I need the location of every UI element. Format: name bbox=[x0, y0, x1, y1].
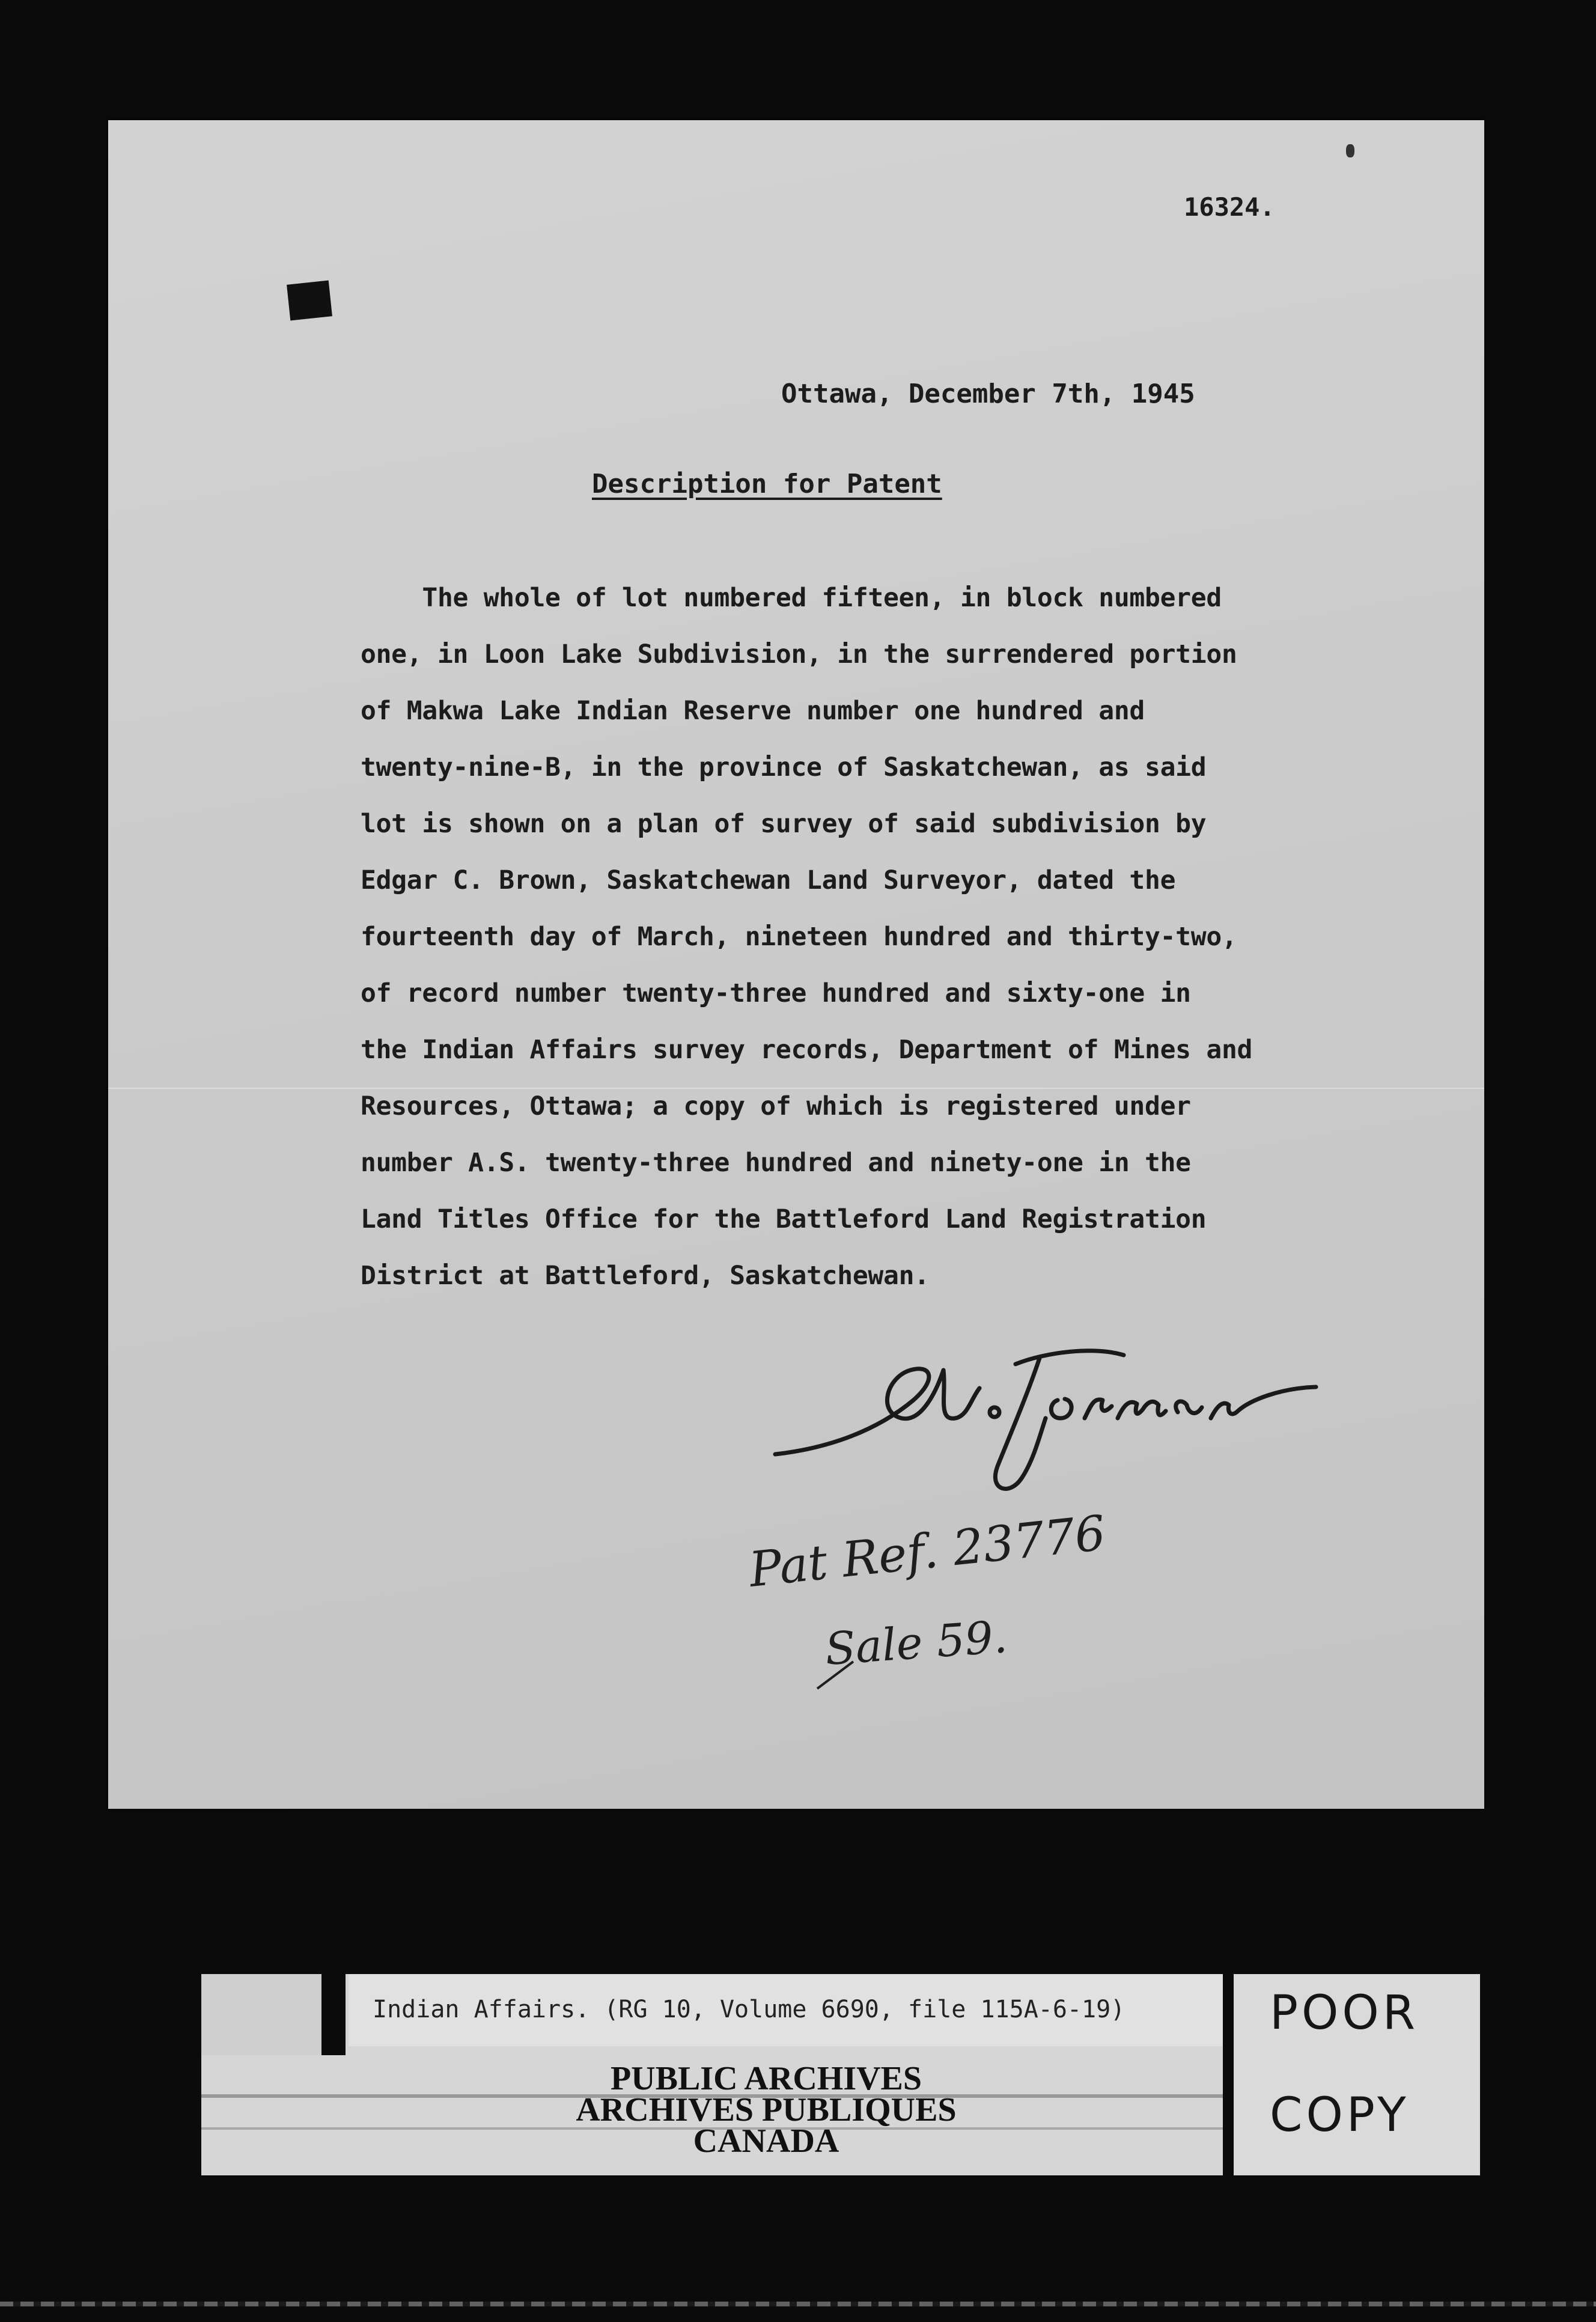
institution-line: CANADA bbox=[693, 2122, 839, 2160]
document-number: 16324. bbox=[1184, 192, 1275, 222]
document-title: Description for Patent bbox=[592, 469, 942, 499]
body-line: Resources, Ottawa; a copy of which is registered under bbox=[361, 1091, 1191, 1121]
body-line: one, in Loon Lake Subdivision, in the surrendered portion bbox=[361, 639, 1237, 669]
quality-stamp-panel bbox=[1223, 1974, 1480, 2175]
document-sheet bbox=[108, 120, 1484, 1809]
handwritten-note bbox=[745, 1505, 1108, 1719]
signature-image bbox=[757, 1298, 1334, 1514]
body-line: The whole of lot numbered fifteen, in block numbered bbox=[361, 583, 1222, 613]
body-line: Land Titles Office for the Battleford Land Registration bbox=[361, 1204, 1207, 1234]
body-line: twenty-nine-B, in the province of Saskatchewan, as said bbox=[361, 752, 1207, 782]
note-line-1: Pat Ref. 23776 bbox=[746, 1505, 1108, 1598]
body-line: of record number twenty-three hundred and sixty-one in bbox=[361, 978, 1191, 1008]
institution-line: PUBLIC ARCHIVES bbox=[610, 2060, 922, 2097]
body-line: fourteenth day of March, nineteen hundred and thirty-two, bbox=[361, 922, 1237, 952]
archive-reference: Indian Affairs. (RG 10, Volume 6690, file 115A-6-19) bbox=[373, 1996, 1125, 2023]
institution-line: ARCHIVES PUBLIQUES bbox=[576, 2091, 957, 2128]
body-line: the Indian Affairs survey records, Department of Mines and bbox=[361, 1035, 1253, 1065]
archives-label bbox=[201, 1974, 1469, 2175]
body-line: District at Battleford, Saskatchewan. bbox=[361, 1261, 930, 1291]
dateline: Ottawa, December 7th, 1945 bbox=[781, 379, 1195, 409]
quality-stamp-line-1: POOR bbox=[1270, 1986, 1419, 2040]
body-line: Edgar C. Brown, Saskatchewan Land Surveyor, dated the bbox=[361, 865, 1176, 895]
hole-punch-mark bbox=[287, 281, 332, 321]
label-notch bbox=[321, 1974, 346, 2055]
body-line: of Makwa Lake Indian Reserve number one hundred and bbox=[361, 696, 1145, 726]
body-line: lot is shown on a plan of survey of said subdivision by bbox=[361, 809, 1207, 839]
institution-name bbox=[526, 2060, 1007, 2160]
body-line: number A.S. twenty-three hundred and ninety-one in the bbox=[361, 1148, 1191, 1178]
note-line-2: Sale 59. bbox=[823, 1610, 1010, 1675]
quality-stamp-line-2: COPY bbox=[1270, 2088, 1410, 2142]
corner-mark bbox=[1346, 144, 1354, 157]
film-edge bbox=[0, 2302, 1596, 2306]
